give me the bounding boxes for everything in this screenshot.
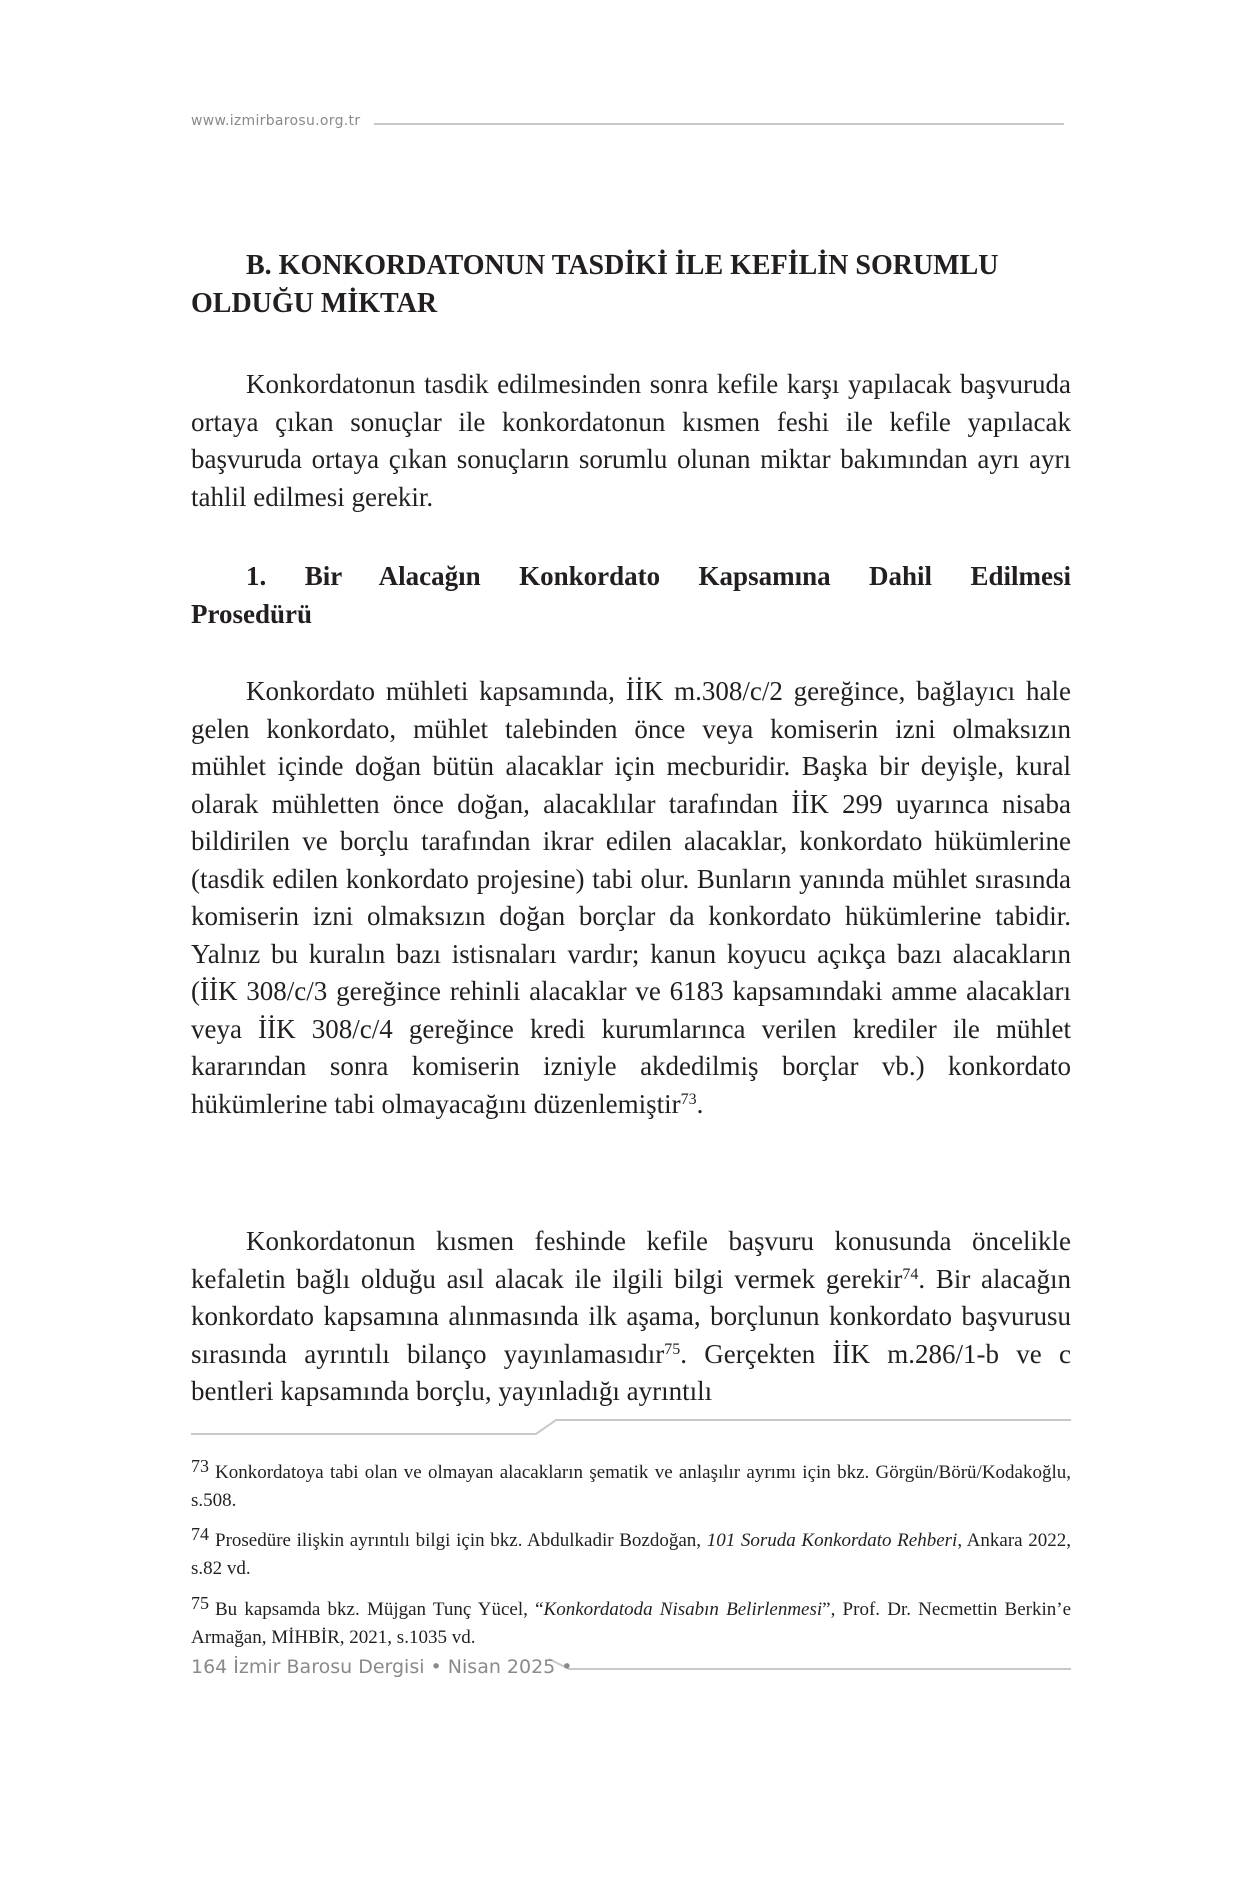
footnote-number: 74 [191,1524,209,1544]
footnote-text: , Ankara 2022, s.82 vd. [191,1530,1071,1579]
footnote-ref-75[interactable]: 75 [664,1340,681,1358]
footnote-separator [191,1418,1071,1436]
sub-heading: 1. Bir Alacağın Konkordato Kapsamına Dahil Edilmesi Prosedürü [191,561,1071,629]
paragraph-2-end: . [696,1088,704,1119]
footnote-73 [191,1452,1071,1515]
footnote-text: Konkordatoya tabi olan ve olmayan alacakların şematik ve anlaşılır ayrımı için bkz. Görgün/Börü/Kodakoğlu, s.508. [191,1462,1071,1511]
header-rule [374,123,1064,125]
paragraph-3-part1: Konkordatonun kısmen feshinde kefile başvuru konusunda öncelikle kefaletin bağlı olduğu asıl alacak ile ilgili bilgi vermek gerekir [191,1226,1071,1294]
paragraph-3 [191,1223,1071,1411]
paragraph-2 [191,673,1071,1123]
paragraph-2-text: Konkordato mühleti kapsamında, İİK m.308/c/2 gereğince, bağlayıcı hale gelen konkordato, mühlet talebinden önce veya komiserin izni olmaksızın mühlet içinde doğan bütün alacaklar için mecburidir. Başka bir deyişle, kural olarak mühletten önce doğan, alacaklılar tarafından İİK 299 uyarınca nisaba bildirilen ve borçlu tarafından ikrar edilen alacaklar, konkordato hükümlerine (tasdik edilen konkordato projesine) tabi olur. Bunların yanında mühlet sırasında komiserin izni olmaksızın doğan borçlar da konkordato hükümlerine tabidir. Yalnız bu kuralın bazı istisnaları vardır; kanun koyucu açıkça bazı alacakların (İİK 308/c/3 gereğince rehinli alacaklar ve 6183 kapsamındaki amme alacakları veya İİK 308/c/4 gereğince kredi kurumlarınca verilen krediler ile mühlet kararından sonra komiserin izniyle akdedilmiş borçlar vb.) konkordato hükümlerine tabi olmayacağını düzenlemiştir [191,676,1071,1119]
footnote-text: Bu kapsamda bkz. Müjgan Tunç Yücel, “ [215,1599,544,1620]
footnote-number: 73 [191,1456,209,1476]
footnote-article-title: Konkordatoda Nisabın Belirlenmesi [543,1599,823,1620]
footer-text: 164 İzmir Barosu Dergisi • Nisan 2025 • [191,1656,573,1678]
footnote-book-title: 101 Soruda Konkordato Rehberi [706,1530,958,1551]
footnote-75 [191,1589,1071,1652]
footnote-text: Prosedüre ilişkin ayrıntılı bilgi için bkz. Abdulkadir Bozdoğan, [215,1530,707,1551]
header-url: www.izmirbarosu.org.tr [191,113,361,129]
footnote-ref-74[interactable]: 74 [902,1265,919,1283]
footnote-number: 75 [191,1593,209,1613]
page-footer [191,1656,1071,1686]
paragraph-1: Konkordatonun tasdik edilmesinden sonra kefile karşı yapılacak başvuruda ortaya çıkan sonuçlar ile konkordatonun kısmen feshi ile kefile yapılacak başvuruda ortaya çıkan sonuçların sorumlu olunan miktar bakımından ayrı ayrı tahlil edilmesi gerekir. [191,369,1071,512]
paragraph-3-part2: . Bir alacağın konkordato kapsamına alınmasında ilk aşama, borçlunun konkordato başvurusu sırasında ayrıntılı bilanço yayınlamasıdır [191,1263,1071,1369]
section-heading: B. KONKORDATONUN TASDİKİ İLE KEFİLİN SORUMLU OLDUĞU MİKTAR [191,250,999,319]
paragraph-3-part3: . Gerçekten İİK m.286/1-b ve c bentleri kapsamında borçlu, yayınladığı ayrıntılı [191,1338,1072,1406]
footnote-text: ”, Prof. Dr. Necmettin Berkin’e Armağan, MİHBİR, 2021, s.1035 vd. [191,1599,1071,1648]
footnote-ref-73[interactable]: 73 [680,1090,697,1108]
footnote-74 [191,1520,1071,1583]
